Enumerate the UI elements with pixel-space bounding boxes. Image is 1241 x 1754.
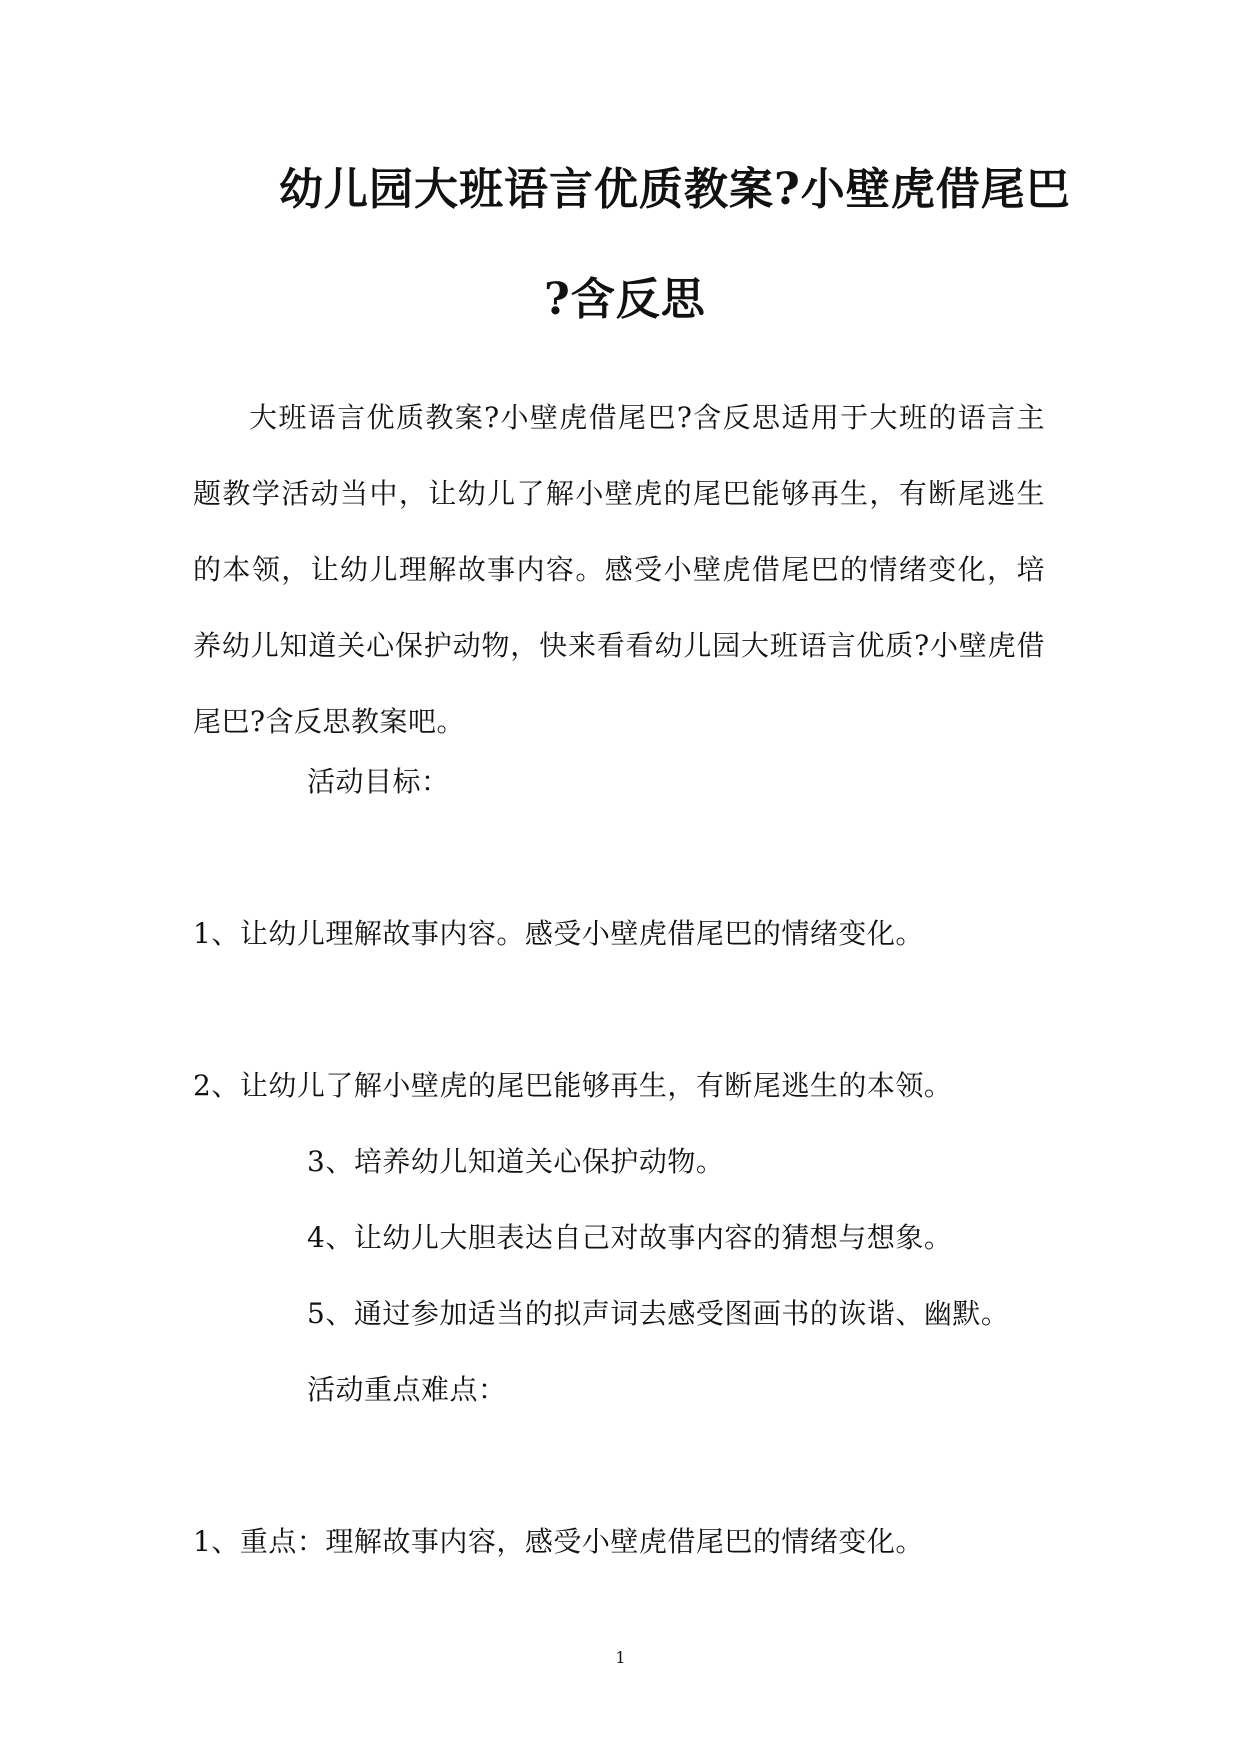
goal-item-4: 4、让幼儿大胆表达自己对故事内容的猜想与想象。 (307, 1221, 953, 1254)
intro-paragraph: 大班语言优质教案?小壁虎借尾巴?含反思适用于大班的语言主题教学活动当中，让幼儿了解小壁虎的尾巴能够再生，有断尾逃生的本领，让幼儿理解故事内容。感受小壁虎借尾巴的情绪变化，培养幼儿知道关心保护动物，快来看看幼儿园大班语言优质?小壁虎借尾巴?含反思教案吧。 (193, 401, 1045, 738)
page-number: 1 (615, 1648, 626, 1667)
document-title-line-1: 幼儿园大班语言优质教案?小壁虎借尾巴 (279, 164, 1071, 215)
document-title-line-2: ?含反思 (544, 274, 706, 325)
goal-item-1: 1、让幼儿理解故事内容。感受小壁虎借尾巴的情绪变化。 (193, 917, 924, 950)
goal-item-5: 5、通过参加适当的拟声词去感受图画书的诙谐、幽默。 (307, 1297, 1010, 1330)
goals-heading: 活动目标： (307, 765, 450, 798)
key-point-item-1: 1、重点：理解故事内容，感受小壁虎借尾巴的情绪变化。 (193, 1525, 924, 1558)
goal-item-3: 3、培养幼儿知道关心保护动物。 (307, 1145, 725, 1178)
key-points-heading: 活动重点难点： (307, 1373, 507, 1406)
goal-item-2: 2、让幼儿了解小壁虎的尾巴能够再生，有断尾逃生的本领。 (193, 1069, 953, 1102)
